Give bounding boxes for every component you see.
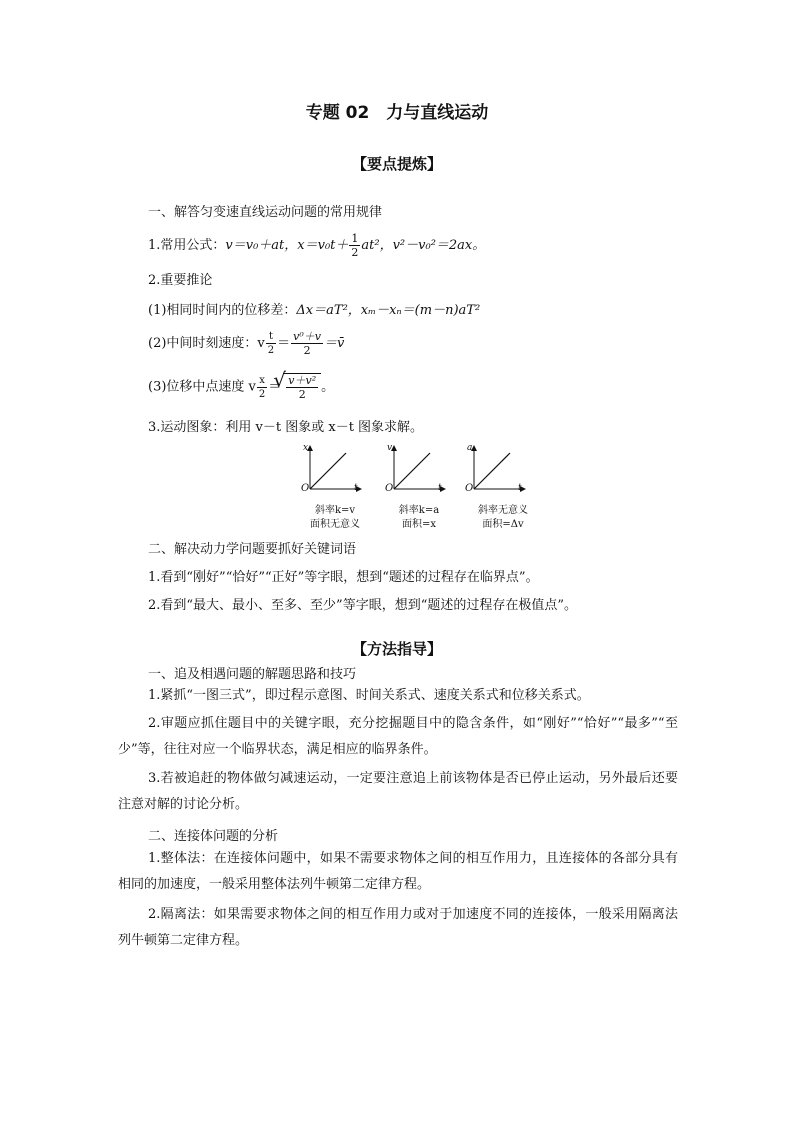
corollary-midpoint-velocity: (3)位移中点速度 v $\frac{x}{2}$ ＝ √ $\frac{\text{v＋v²}}{2}$ 。 bbox=[148, 373, 334, 401]
heading-pursuit-problems: 一、追及相遇问题的解题思路和技巧 bbox=[148, 667, 357, 682]
paragraph-whole-method: 1.整体法：在连接体问题中，如果不需要求物体之间的相互作用力，且连接体的各部分具有相同的加速度，一般采用整体法列牛顿第二定律方程。 bbox=[118, 851, 678, 892]
graph-v-t-svg bbox=[382, 443, 472, 495]
heading-connected-bodies: 二、连接体问题的分析 bbox=[148, 829, 279, 844]
heading-dynamics-keywords: 二、解决动力学问题要抓好关键词语 bbox=[148, 542, 357, 557]
sqrt-expression: √ $\frac{\text{v＋v²}}{2}$ bbox=[283, 373, 321, 401]
motion-graphs-line: 3.运动图象：利用 v－t 图象或 x－t 图象求解。 bbox=[148, 420, 424, 435]
corollary-displacement-diff: (1)相同时间内的位移差：Δx＝aT²，xₘ－xₙ＝(m－n)aT² bbox=[148, 303, 481, 318]
paragraph-one-diagram-three-equations: 1.紧抓“一图三式”，即过程示意图、时间关系式、速度关系式和位移关系式。 bbox=[148, 688, 590, 703]
paragraph-hidden-conditions: 2.审题应抓住题目中的关键字眼，充分挖掘题目中的隐含条件，如“刚好”“恰好”“最多”“至少”等，往往对应一个临界状态，满足相应的临界条件。 bbox=[118, 716, 678, 757]
graph-v-t: v O t 斜率k=a 面积=x bbox=[382, 443, 472, 533]
common-formulas-label: 1.常用公式： bbox=[148, 238, 226, 253]
fraction-half: $\frac{1}{2}$ bbox=[351, 232, 359, 259]
heading-uniform-acceleration-rules: 一、解答匀变速直线运动问题的常用规律 bbox=[148, 205, 383, 220]
section-title-method-guidance: 【方法指导】 bbox=[351, 640, 442, 658]
important-corollaries: 2.重要推论 bbox=[148, 273, 213, 288]
graph-x-t: x O t 斜率k=v 面积无意义 bbox=[298, 443, 388, 533]
common-formulas-line bbox=[148, 232, 485, 259]
corollary-midtime-velocity: (2)中间时刻速度：v $\frac{t}{2}$ ＝ $\frac{\text{v⁰＋v}}{2}$ ＝v̄ bbox=[148, 330, 345, 357]
formula-part-2: at²，v²－v₀²＝2ax。 bbox=[361, 238, 486, 253]
paragraph-decelerating-object: 3.若被追赶的物体做匀减速运动，一定要注意追上前该物体是否已停止运动，另外最后还要注意对解的讨论分析。 bbox=[118, 771, 678, 812]
graph-a-t: a O t 斜率无意义 面积=Δv bbox=[462, 443, 552, 533]
paragraph-isolation-method: 2.隔离法：如果需要求物体之间的相互作用力或对于加速度不同的连接体，一般采用隔离法列牛顿第二定律方程。 bbox=[118, 907, 678, 948]
graph-a-t-svg bbox=[462, 443, 552, 495]
section-title-key-points: 【要点提炼】 bbox=[351, 155, 442, 173]
keyword-critical-point: 1.看到“刚好”“恰好”“正好”等字眼，想到“题述的过程存在临界点”。 bbox=[148, 570, 539, 585]
graph-x-t-svg bbox=[298, 443, 388, 495]
page-title: 专题 02 力与直线运动 bbox=[305, 103, 489, 123]
keyword-extreme-point: 2.看到“最大、最小、至多、至少”等字眼，想到“题述的过程存在极值点”。 bbox=[148, 598, 577, 613]
formula-part-1: v＝v₀＋at，x＝v₀t＋ bbox=[225, 238, 349, 253]
